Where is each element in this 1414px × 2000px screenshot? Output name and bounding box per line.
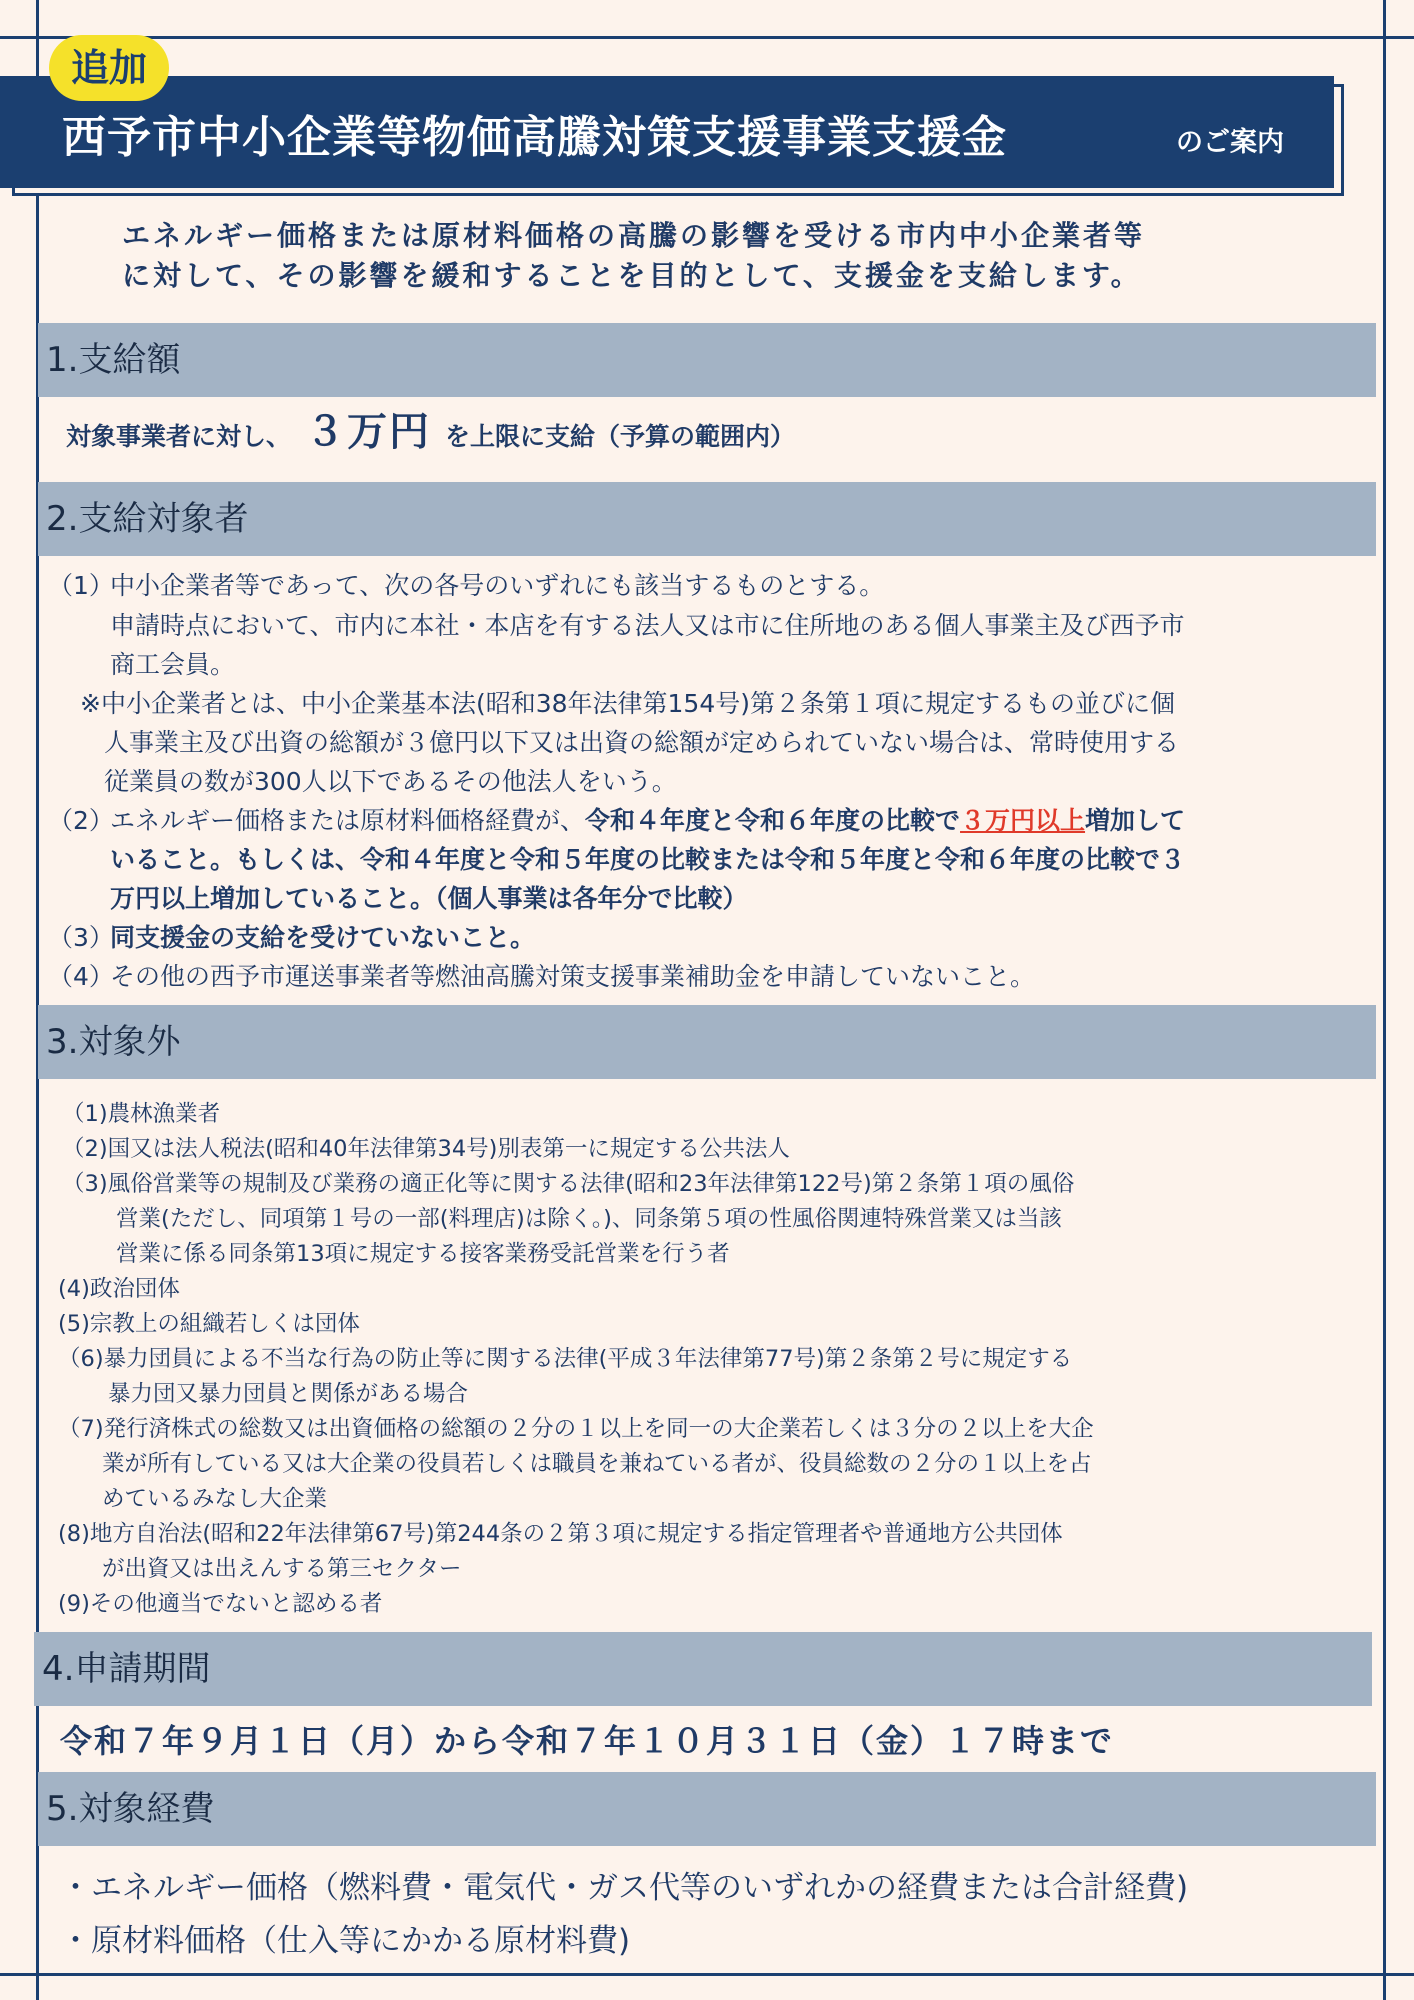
eligible-note-line: ※中小企業者とは、中小企業基本法(昭和38年法律第154号)第２条第１項に規定するもの並びに個 <box>80 689 1175 718</box>
expense-item: ・原材料価格（仕入等にかかる原材料費) <box>60 1923 631 1959</box>
section-header-period: 4.申請期間 <box>34 1632 1372 1706</box>
expense-item: ・エネルギー価格（燃料費・電気代・ガス代等のいずれかの経費または合計経費) <box>60 1870 1189 1906</box>
amount-value: ３万円 <box>305 409 432 455</box>
application-period: 令和７年９月１日（月）から令和７年１０月３１日（金）１７時まで <box>60 1722 1115 1760</box>
eligible-note-line: 人事業主及び出資の総額が３億円以下又は出資の総額が定められていない場合は、常時使用する <box>104 728 1180 757</box>
item-number: （3） <box>48 923 114 952</box>
item-number: （1） <box>48 571 114 600</box>
eligible-item-2-line: いること。もしくは、令和４年度と令和５年度の比較または令和５年度と令和６年度の比較で３ <box>110 845 1186 874</box>
section-header-eligible: 2.支給対象者 <box>38 482 1376 556</box>
item-number: （4） <box>48 962 114 991</box>
intro-text <box>122 216 1362 296</box>
frame-line-right <box>1383 0 1386 2000</box>
section-header-excluded: 3.対象外 <box>38 1005 1376 1079</box>
page-title: 西予市中小企業等物価高騰対策支援事業支援金 <box>62 112 1007 163</box>
excluded-item: (9)その他適当でないと認める者 <box>58 1591 383 1617</box>
eligible-item-4: その他の西予市運送事業者等燃油高騰対策支援事業補助金を申請していないこと。 <box>110 962 1036 991</box>
item-number: （2） <box>48 806 114 835</box>
threshold-highlight: ３万円以上 <box>960 806 1086 835</box>
amount-suffix: を上限に支給（予算の範囲内） <box>445 422 796 451</box>
eligible-note-line: 従業員の数が300人以下であるその他法人をいう。 <box>104 767 677 796</box>
eligible-item-1: 中小企業者等であって、次の各号のいずれにも該当するものとする。 <box>110 571 885 600</box>
frame-line-bottom <box>0 1973 1414 1976</box>
excluded-item-line: 営業(ただし、同項第１号の一部(料理店)は除く。)、同条第５項の性風俗関連特殊営業又は当該 <box>116 1206 1062 1232</box>
excluded-item: （2)国又は法人税法(昭和40年法律第34号)別表第一に規定する公共法人 <box>62 1136 790 1162</box>
excluded-item: （3)風俗営業等の規制及び業務の適正化等に関する法律(昭和23年法律第122号)第２条第１項の風俗 <box>62 1171 1075 1197</box>
excluded-item-line: 暴力団又暴力団員と関係がある場合 <box>108 1381 469 1407</box>
page-title-suffix: のご案内 <box>1176 127 1284 158</box>
eligible-item-3: 同支援金の支給を受けていないこと。 <box>110 923 536 952</box>
excluded-item: (5)宗教上の組織若しくは団体 <box>58 1311 360 1337</box>
excluded-item: （1)農林漁業者 <box>62 1101 221 1127</box>
eligible-item-2-bold: 令和４年度と令和６年度の比較で <box>585 806 961 835</box>
amount-statement <box>66 400 795 457</box>
new-badge: 追加 <box>49 35 169 101</box>
eligible-item-2-bold: 増加して <box>1085 806 1186 835</box>
excluded-item-line: めているみなし大企業 <box>102 1486 328 1512</box>
excluded-item-line: 営業に係る同条第13項に規定する接客業務受託営業を行う者 <box>116 1241 730 1267</box>
excluded-item: （7)発行済株式の総数又は出資価格の総額の２分の１以上を同一の大企業若しくは３分の２以上を大企 <box>58 1416 1094 1442</box>
eligible-item-1-line: 申請時点において、市内に本社・本店を有する法人又は市に住所地のある個人事業主及び西予市 <box>110 611 1185 640</box>
intro-line: に対して、その影響を緩和することを目的として、支援金を支給します。 <box>122 259 1142 292</box>
section-header-amount: 1.支給額 <box>38 323 1376 397</box>
frame-line-top <box>0 36 1414 39</box>
eligible-item-2-line: 万円以上増加していること。（個人事業は各年分で比較） <box>110 884 748 913</box>
section-header-expenses: 5.対象経費 <box>38 1772 1376 1846</box>
intro-line: エネルギー価格または原材料価格の高騰の影響を受ける市内中小企業者等 <box>122 219 1146 252</box>
excluded-item: (8)地方自治法(昭和22年法律第67号)第244条の２第３項に規定する指定管理者や普通地方公共団体 <box>58 1521 1063 1547</box>
eligible-item-1-line: 商工会員。 <box>110 650 236 679</box>
excluded-item: （6)暴力団員による不当な行為の防止等に関する法律(平成３年法律第77号)第２条第２号に規定する <box>58 1346 1073 1372</box>
amount-prefix: 対象事業者に対し、 <box>66 422 292 451</box>
excluded-item-line: が出資又は出えんする第三セクター <box>102 1556 462 1582</box>
excluded-item: (4)政治団体 <box>58 1276 180 1302</box>
eligible-item-2 <box>110 801 1185 837</box>
eligible-item-2-plain: エネルギー価格または原材料価格経費が、 <box>110 806 586 835</box>
excluded-item-line: 業が所有している又は大企業の役員若しくは職員を兼ねている者が、役員総数の２分の１以上を占 <box>102 1451 1092 1477</box>
